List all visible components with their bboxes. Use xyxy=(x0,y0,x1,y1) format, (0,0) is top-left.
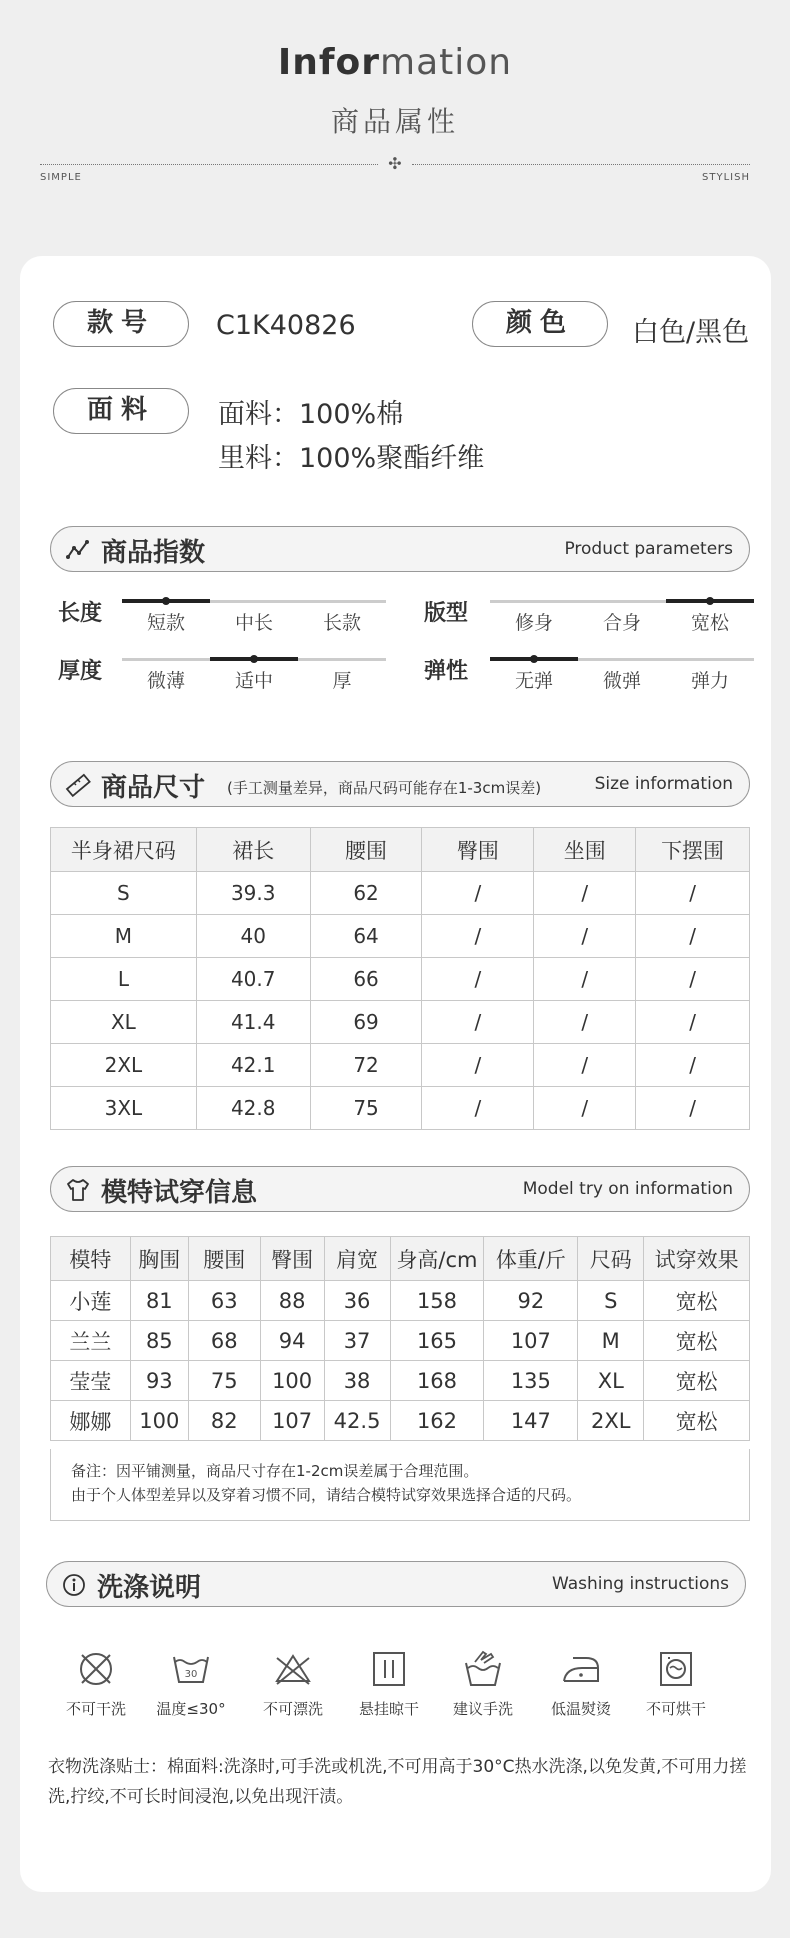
section-title: 商品尺寸 xyxy=(101,773,206,803)
header-title xyxy=(0,42,790,83)
table-cell: 宽松 xyxy=(644,1281,750,1321)
wash-label: 悬挂晾干 xyxy=(358,1700,419,1718)
table-cell: / xyxy=(636,1001,750,1044)
table-cell: / xyxy=(422,958,534,1001)
table-cell: / xyxy=(636,915,750,958)
no-dry-clean-icon xyxy=(75,1648,117,1690)
table-header-cell: 裙长 xyxy=(196,828,310,872)
section-en: Product parameters xyxy=(564,539,733,559)
model-note-line1: 备注：因平铺测量，商品尺寸存在1-2cm误差属于合理范围。 xyxy=(71,1462,479,1480)
size-table xyxy=(50,827,750,1130)
index-marker-dot xyxy=(162,597,170,605)
table-cell: 2XL xyxy=(51,1044,197,1087)
table-cell: / xyxy=(422,1087,534,1130)
model-note-line2: 由于个人体型差异以及穿着习惯不同，请结合模特试穿效果选择合适的尺码。 xyxy=(71,1486,582,1504)
wash-label: 不可烘干 xyxy=(645,1700,706,1718)
fabric-outer: 面料：100%棉 xyxy=(218,399,404,430)
color-label: 颜色 xyxy=(472,301,608,347)
section-header-model xyxy=(50,1166,750,1212)
index-option: 无弹 xyxy=(514,670,553,692)
table-cell: / xyxy=(636,958,750,1001)
table-cell: 107 xyxy=(484,1321,578,1361)
index-label-fit: 版型 xyxy=(424,601,469,626)
table-header-cell: 体重/斤 xyxy=(484,1237,578,1281)
table-cell: 88 xyxy=(260,1281,324,1321)
index-marker-dot xyxy=(706,597,714,605)
table-row xyxy=(51,915,750,958)
no-bleach-icon xyxy=(272,1648,314,1690)
table-cell: 85 xyxy=(130,1321,188,1361)
table-cell: 165 xyxy=(390,1321,484,1361)
table-cell: 68 xyxy=(188,1321,260,1361)
section-title: 洗涤说明 xyxy=(97,1573,202,1603)
table-cell: 75 xyxy=(310,1087,422,1130)
table-cell: / xyxy=(534,1087,636,1130)
table-cell: M xyxy=(578,1321,644,1361)
table-cell: 92 xyxy=(484,1281,578,1321)
ruler-icon xyxy=(65,772,91,798)
index-option: 长款 xyxy=(322,612,361,634)
table-header-row xyxy=(51,828,750,872)
table-row xyxy=(51,1361,750,1401)
table-cell: 135 xyxy=(484,1361,578,1401)
table-cell: 147 xyxy=(484,1401,578,1441)
wash-label: 建议手洗 xyxy=(452,1700,513,1718)
table-header-cell: 腰围 xyxy=(310,828,422,872)
table-cell: / xyxy=(636,872,750,915)
table-cell: 小莲 xyxy=(51,1281,131,1321)
wash-label: 不可漂洗 xyxy=(262,1700,323,1718)
table-cell: 40 xyxy=(196,915,310,958)
section-en: Washing instructions xyxy=(551,1574,729,1594)
wash-item xyxy=(438,1648,528,1719)
section-title: 商品指数 xyxy=(101,538,206,568)
table-header-cell: 肩宽 xyxy=(324,1237,390,1281)
table-header-cell: 尺码 xyxy=(578,1237,644,1281)
table-cell: 94 xyxy=(260,1321,324,1361)
section-header-size xyxy=(50,761,750,807)
table-header-cell: 下摆围 xyxy=(636,828,750,872)
table-cell: M xyxy=(51,915,197,958)
table-cell: 81 xyxy=(130,1281,188,1321)
table-cell: 36 xyxy=(324,1281,390,1321)
table-cell: / xyxy=(422,1044,534,1087)
table-cell: / xyxy=(636,1087,750,1130)
table-header-cell: 腰围 xyxy=(188,1237,260,1281)
table-row xyxy=(51,1401,750,1441)
table-cell: 69 xyxy=(310,1001,422,1044)
table-header-cell: 半身裙尺码 xyxy=(51,828,197,872)
table-header-cell: 模特 xyxy=(51,1237,131,1281)
index-option: 修身 xyxy=(514,612,553,634)
table-cell: 40.7 xyxy=(196,958,310,1001)
style-number-value: C1K40826 xyxy=(216,310,356,341)
table-cell: 42.1 xyxy=(196,1044,310,1087)
table-cell: 宽松 xyxy=(644,1401,750,1441)
wash-item xyxy=(344,1648,434,1719)
hang-dry-icon xyxy=(368,1648,410,1690)
table-cell: / xyxy=(534,1001,636,1044)
section-title: 模特试穿信息 xyxy=(101,1178,258,1208)
table-cell: 93 xyxy=(130,1361,188,1401)
table-cell: 3XL xyxy=(51,1087,197,1130)
wash-30-icon xyxy=(170,1648,212,1690)
tshirt-icon xyxy=(65,1177,91,1203)
hand-wash-icon xyxy=(462,1648,504,1690)
table-cell: XL xyxy=(51,1001,197,1044)
fabric-label: 面料 xyxy=(53,388,189,434)
table-cell: S xyxy=(578,1281,644,1321)
info-icon xyxy=(61,1572,87,1598)
table-cell: L xyxy=(51,958,197,1001)
index-marker-dot xyxy=(530,655,538,663)
table-cell: 兰兰 xyxy=(51,1321,131,1361)
table-cell: 娜娜 xyxy=(51,1401,131,1441)
header-divider-right xyxy=(412,164,750,165)
table-cell: 莹莹 xyxy=(51,1361,131,1401)
table-cell: 64 xyxy=(310,915,422,958)
fabric-lining: 里料：100%聚酯纤维 xyxy=(218,443,485,474)
wash-item xyxy=(146,1648,236,1719)
table-cell: 100 xyxy=(260,1361,324,1401)
table-cell: 41.4 xyxy=(196,1001,310,1044)
table-cell: 62 xyxy=(310,872,422,915)
section-header-wash xyxy=(46,1561,746,1607)
index-label-elastic: 弹性 xyxy=(424,659,469,684)
section-en: Size information xyxy=(594,774,733,794)
table-cell: 162 xyxy=(390,1401,484,1441)
table-cell: 2XL xyxy=(578,1401,644,1441)
table-cell: 168 xyxy=(390,1361,484,1401)
index-option: 短款 xyxy=(146,612,185,634)
table-cell: XL xyxy=(578,1361,644,1401)
section-note: (手工测量差异，商品尺码可能存在1-3cm误差) xyxy=(227,779,542,797)
table-cell: S xyxy=(51,872,197,915)
wash-item xyxy=(51,1648,141,1719)
table-cell: 158 xyxy=(390,1281,484,1321)
model-table xyxy=(50,1236,750,1441)
header-divider-left xyxy=(40,164,378,165)
style-number-label: 款号 xyxy=(53,301,189,347)
table-cell: 75 xyxy=(188,1361,260,1401)
wash-item xyxy=(631,1648,721,1719)
table-cell: / xyxy=(534,958,636,1001)
table-cell: 宽松 xyxy=(644,1321,750,1361)
table-header-cell: 试穿效果 xyxy=(644,1237,750,1281)
index-label-thickness: 厚度 xyxy=(58,659,103,684)
table-row xyxy=(51,958,750,1001)
no-tumble-dry-icon xyxy=(655,1648,697,1690)
low-iron-icon xyxy=(560,1648,602,1690)
table-header-row xyxy=(51,1237,750,1281)
table-row xyxy=(51,1281,750,1321)
table-row xyxy=(51,1321,750,1361)
table-cell: / xyxy=(636,1044,750,1087)
table-cell: 39.3 xyxy=(196,872,310,915)
table-header-cell: 身高/cm xyxy=(390,1237,484,1281)
table-row xyxy=(51,1044,750,1087)
wash-label: 低温熨烫 xyxy=(550,1700,611,1718)
table-header-cell: 臀围 xyxy=(260,1237,324,1281)
wash-item xyxy=(248,1648,338,1719)
table-cell: / xyxy=(534,1044,636,1087)
table-cell: 82 xyxy=(188,1401,260,1441)
index-option: 微弹 xyxy=(602,670,641,692)
table-row xyxy=(51,872,750,915)
table-cell: 63 xyxy=(188,1281,260,1321)
index-option: 微薄 xyxy=(146,670,185,692)
table-cell: / xyxy=(534,872,636,915)
header-tag-simple: SIMPLE xyxy=(40,172,82,183)
color-value: 白色/黑色 xyxy=(632,317,750,348)
index-option: 中长 xyxy=(234,612,273,634)
model-note xyxy=(50,1449,750,1521)
index-marker-dot xyxy=(250,655,258,663)
index-option: 厚 xyxy=(332,670,352,692)
table-cell: 66 xyxy=(310,958,422,1001)
index-label-length: 长度 xyxy=(58,601,103,626)
header-tag-stylish: STYLISH xyxy=(702,172,750,183)
table-cell: 宽松 xyxy=(644,1361,750,1401)
table-cell: 42.5 xyxy=(324,1401,390,1441)
index-option: 弹力 xyxy=(690,670,729,692)
table-cell: / xyxy=(422,915,534,958)
wash-label: 温度≤30° xyxy=(156,1700,226,1718)
header-subtitle: 商品属性 xyxy=(330,105,459,138)
header-title-bold: Infor xyxy=(277,42,381,83)
table-header-cell: 臀围 xyxy=(422,828,534,872)
index-option: 合身 xyxy=(602,612,641,634)
table-header-cell: 坐围 xyxy=(534,828,636,872)
wash-tips: 衣物洗涤贴士：棉面料:洗涤时,可手洗或机洗,不可用高于30°C热水洗涤,以免发黄,不可用力搓洗,拧绞,不可长时间浸泡,以免出现汗渍。 xyxy=(48,1757,747,1807)
table-cell: / xyxy=(422,872,534,915)
table-cell: 37 xyxy=(324,1321,390,1361)
table-cell: / xyxy=(534,915,636,958)
table-row xyxy=(51,1001,750,1044)
wash-temp-mark: 30 xyxy=(184,1669,198,1680)
page-header xyxy=(0,0,790,200)
table-cell: 107 xyxy=(260,1401,324,1441)
index-option: 适中 xyxy=(234,670,273,692)
table-cell: 72 xyxy=(310,1044,422,1087)
table-header-cell: 胸围 xyxy=(130,1237,188,1281)
table-cell: / xyxy=(422,1001,534,1044)
wash-label: 不可干洗 xyxy=(65,1700,126,1718)
table-cell: 42.8 xyxy=(196,1087,310,1130)
table-cell: 38 xyxy=(324,1361,390,1401)
table-row xyxy=(51,1087,750,1130)
section-header-product-index xyxy=(50,526,750,572)
section-en: Model try on information xyxy=(522,1179,733,1199)
wash-item xyxy=(536,1648,626,1719)
cross-ornament-icon: ✣ xyxy=(388,154,402,173)
table-cell: 100 xyxy=(130,1401,188,1441)
line-chart-icon xyxy=(65,537,91,563)
index-option: 宽松 xyxy=(690,612,729,634)
header-title-light: mation xyxy=(380,42,513,83)
